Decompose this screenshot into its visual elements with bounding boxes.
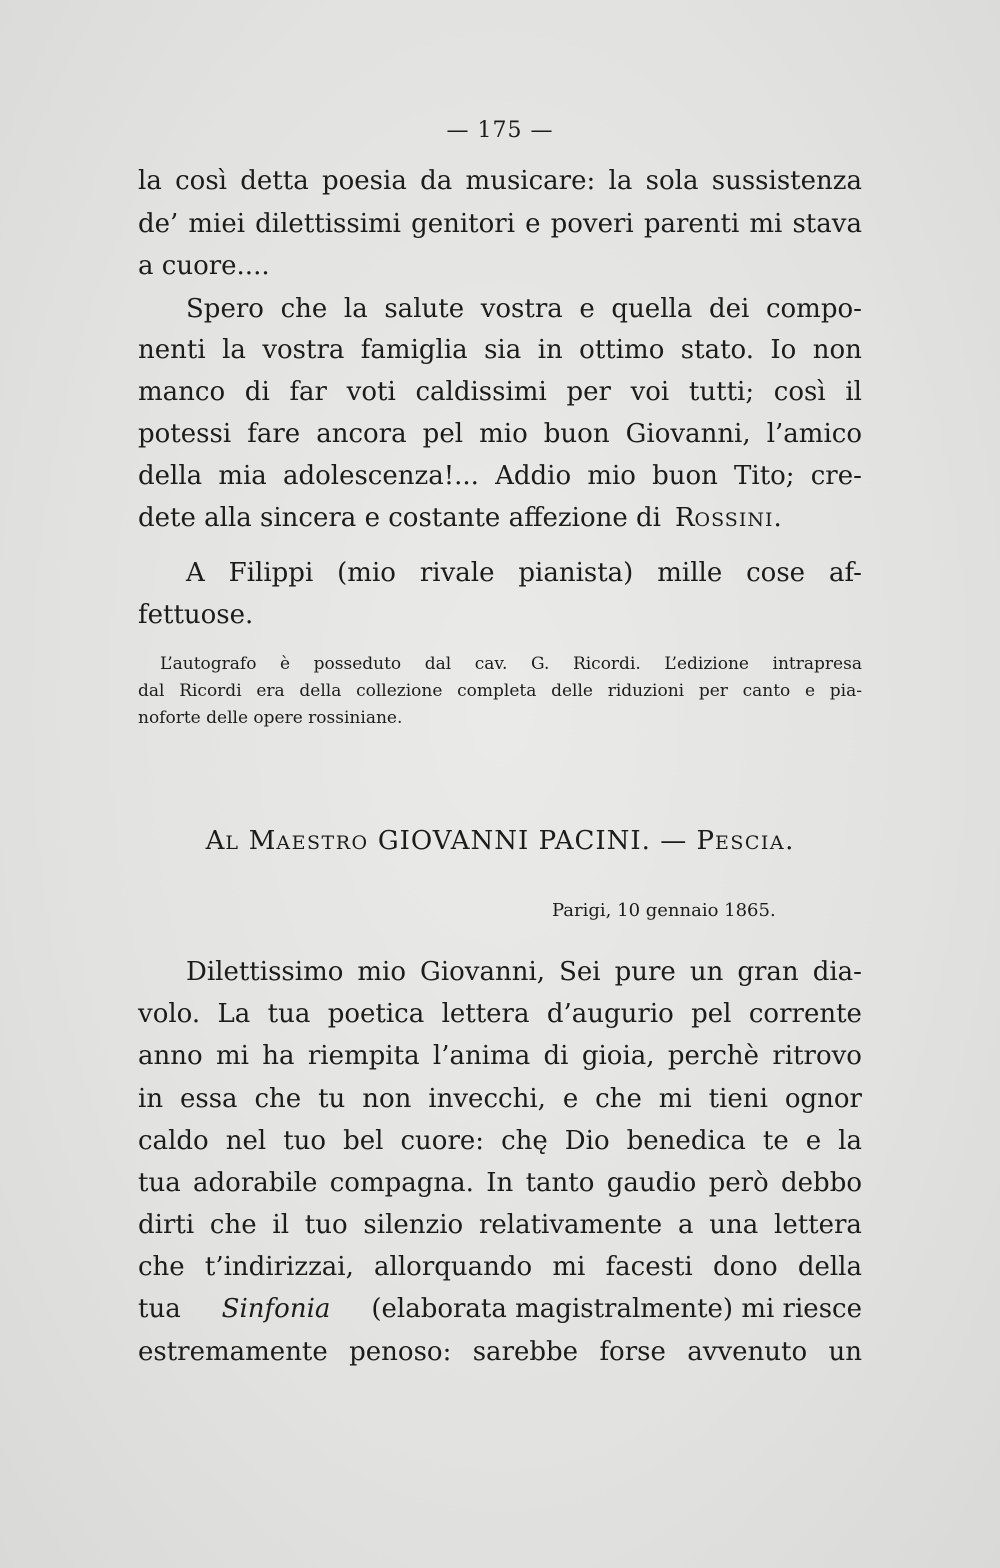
word: dal — [138, 681, 165, 701]
word: G. — [530, 654, 550, 674]
word: mi — [658, 1084, 692, 1114]
signature — [675, 503, 782, 535]
word: cav. — [474, 654, 508, 674]
word: della — [138, 461, 203, 491]
text-line — [138, 1294, 862, 1324]
word: Addio — [495, 461, 572, 491]
word: forse — [599, 1337, 666, 1367]
word: Filippi — [228, 558, 314, 588]
word: pia- — [829, 681, 862, 701]
word: l’anima — [432, 1041, 531, 1071]
word: penoso: — [349, 1337, 452, 1367]
word: debbo — [781, 1168, 862, 1198]
word: tutti; — [688, 377, 755, 407]
text-line — [138, 335, 862, 365]
word: La — [217, 999, 251, 1029]
word: la — [222, 335, 246, 365]
word: relativamente — [478, 1210, 663, 1240]
word: corrente — [748, 999, 862, 1029]
text-line — [138, 1084, 862, 1114]
word: vostra — [480, 294, 563, 324]
heading-end: . — [785, 826, 795, 856]
heading-smallcaps: ESCIA — [714, 832, 786, 854]
line-text: (elaborata magistralmente) mi riesce — [371, 1294, 862, 1324]
word: Tito; — [734, 461, 795, 491]
word: per — [698, 681, 728, 701]
word: l’amico — [766, 419, 862, 449]
word: poetica — [327, 999, 425, 1029]
heading-smallcaps: L — [225, 832, 240, 854]
heading-initial: P — [696, 826, 715, 856]
word: tu — [318, 1084, 346, 1114]
word: Giovanni, — [625, 419, 751, 449]
word: ritrovo — [772, 1041, 862, 1071]
word: d’augurio — [546, 999, 674, 1029]
word: e — [525, 209, 541, 239]
word: A — [186, 558, 205, 588]
word: dono — [712, 1252, 778, 1282]
word: e — [579, 294, 595, 324]
word: Ricordi. — [572, 654, 641, 674]
word: dei — [708, 294, 750, 324]
word: Ricordi — [179, 681, 242, 701]
word: riempita — [307, 1041, 420, 1071]
text-line — [138, 166, 862, 196]
word: pianista) — [518, 558, 634, 588]
word: e — [562, 1084, 579, 1114]
heading-name: GIOVANNI PACINI. — [377, 826, 651, 856]
word: de’ — [138, 209, 179, 239]
word: Io — [770, 335, 797, 365]
word: mio — [357, 957, 407, 987]
word: pure — [614, 957, 676, 987]
word: mi — [552, 1252, 586, 1282]
footnote-line — [160, 652, 862, 676]
word: dal — [424, 654, 452, 674]
word: nenti — [138, 335, 206, 365]
word: silenzio — [363, 1210, 464, 1240]
word: chę — [501, 1126, 548, 1156]
word: mi — [215, 1041, 249, 1071]
word: tieni — [708, 1084, 768, 1114]
word: tuo — [283, 1126, 327, 1156]
footnote-line — [138, 679, 862, 703]
word: cose — [746, 558, 806, 588]
word: mille — [657, 558, 723, 588]
word: ancora — [316, 419, 407, 449]
word: salute — [384, 294, 465, 324]
word: una — [709, 1210, 759, 1240]
word: compagna. — [329, 1168, 474, 1198]
word: genitori — [411, 209, 516, 239]
word: pel — [691, 999, 732, 1029]
signature-end: . — [773, 503, 782, 533]
footnote-line — [138, 706, 862, 730]
word: te — [762, 1126, 789, 1156]
word: mio — [587, 461, 636, 491]
dateline: Parigi, 10 gennaio 1865. — [552, 900, 776, 921]
word: era — [256, 681, 285, 701]
word: tuo — [304, 1210, 348, 1240]
word: Giovanni, — [420, 957, 546, 987]
word: che — [254, 1084, 302, 1114]
word: il — [845, 377, 862, 407]
word: detta — [240, 166, 309, 196]
word: che — [209, 1210, 257, 1240]
word: vostra — [262, 335, 345, 365]
word: (mio — [337, 558, 396, 588]
word: la — [838, 1126, 862, 1156]
word: potessi — [138, 419, 232, 449]
word: pel — [422, 419, 464, 449]
heading-dash: — — [660, 826, 688, 856]
word: voti — [346, 377, 396, 407]
word: parenti — [643, 209, 740, 239]
word: tua — [267, 999, 311, 1029]
word: da — [420, 166, 453, 196]
word: in — [138, 1084, 164, 1114]
word: cuore: — [400, 1126, 485, 1156]
text-line — [138, 1126, 862, 1156]
text-line — [138, 419, 862, 449]
word: dia- — [812, 957, 862, 987]
word: sarebbe — [472, 1337, 579, 1367]
text-line — [138, 600, 862, 630]
word: posseduto — [313, 654, 402, 674]
heading-smallcaps: AESTRO — [276, 832, 369, 854]
word: tua — [138, 1168, 181, 1198]
word: della — [299, 681, 342, 701]
word: bel — [343, 1126, 384, 1156]
text-line — [138, 251, 862, 281]
word: e — [805, 681, 816, 701]
word: in — [537, 335, 563, 365]
word: anno — [138, 1041, 203, 1071]
line-text: tua — [138, 1294, 181, 1324]
word: nel — [225, 1126, 267, 1156]
word: sussistenza — [711, 166, 862, 196]
word: sola — [645, 166, 699, 196]
word: adorabile — [193, 1168, 318, 1198]
signature-line — [138, 503, 862, 535]
word: famiglia — [360, 335, 468, 365]
word: stava — [792, 209, 862, 239]
text-line — [186, 957, 862, 987]
word: gran — [737, 957, 799, 987]
word: rivale — [419, 558, 495, 588]
word: la — [608, 166, 633, 196]
text-line — [186, 294, 862, 324]
signature-rest: OSSINI — [694, 509, 774, 531]
text-line — [138, 1168, 862, 1198]
word: mi — [749, 209, 783, 239]
text-line — [138, 209, 862, 239]
line-text: fettuose. — [138, 600, 254, 630]
word: t’indirizzai, — [204, 1252, 354, 1282]
word: musicare: — [465, 166, 596, 196]
word: e — [805, 1126, 822, 1156]
word: un — [828, 1337, 862, 1367]
word: af- — [828, 558, 862, 588]
line-text: a cuore.... — [138, 251, 270, 281]
word: far — [289, 377, 327, 407]
word: essa — [179, 1084, 238, 1114]
word: che — [280, 294, 328, 324]
word: delle — [551, 681, 593, 701]
word: perchè — [667, 1041, 760, 1071]
word: lettera — [441, 999, 530, 1029]
page-number: — 175 — — [446, 118, 554, 143]
word: poveri — [550, 209, 634, 239]
signature-initial: R — [674, 503, 695, 533]
text-line — [186, 558, 862, 588]
word: non — [812, 335, 862, 365]
heading-initial: M — [248, 826, 277, 856]
word: buon — [652, 461, 718, 491]
word: quella — [611, 294, 693, 324]
word: dilettissimi — [255, 209, 401, 239]
word: cre- — [810, 461, 862, 491]
word: L’autografo — [160, 654, 257, 674]
text-line — [138, 999, 862, 1029]
word: che — [595, 1084, 642, 1114]
word: che — [138, 1252, 185, 1282]
word: volo. — [138, 999, 201, 1029]
word: riduzioni — [607, 681, 685, 701]
word: stato. — [680, 335, 754, 365]
word: benedica — [626, 1126, 746, 1156]
word: dirti — [138, 1210, 195, 1240]
word: voi — [630, 377, 670, 407]
text-line — [138, 1210, 862, 1240]
word: a — [677, 1210, 694, 1240]
text-line — [138, 1337, 862, 1367]
word: per — [566, 377, 611, 407]
word: manco — [138, 377, 226, 407]
word: è — [280, 654, 291, 674]
word: allorquando — [374, 1252, 533, 1282]
word: sia — [484, 335, 522, 365]
word: fare — [247, 419, 301, 449]
word: così — [773, 377, 826, 407]
word: poesia — [321, 166, 407, 196]
word: mia — [218, 461, 267, 491]
word: però — [708, 1168, 769, 1198]
word: così — [175, 166, 227, 196]
word: estremamente — [138, 1337, 328, 1367]
word: caldo — [138, 1126, 209, 1156]
word: Sei — [559, 957, 601, 987]
word: ognor — [784, 1084, 862, 1114]
word: un — [689, 957, 724, 987]
line-text: dete alla sincera e costante affezione di — [138, 503, 661, 533]
word: il — [272, 1210, 290, 1240]
word: intrapresa — [772, 654, 862, 674]
word: buon — [543, 419, 610, 449]
word: caldissimi — [415, 377, 547, 407]
word: avvenuto — [687, 1337, 808, 1367]
word: della — [797, 1252, 862, 1282]
word: lettera — [774, 1210, 862, 1240]
word: adolescenza!... — [282, 461, 479, 491]
word: la — [138, 166, 162, 196]
word: In — [486, 1168, 514, 1198]
word: canto — [742, 681, 791, 701]
word: ottimo — [579, 335, 665, 365]
word: di — [543, 1041, 569, 1071]
letter-heading — [0, 826, 1000, 856]
word: compo- — [765, 294, 862, 324]
text-line — [138, 461, 862, 491]
word: miei — [188, 209, 246, 239]
word: gioia, — [581, 1041, 655, 1071]
heading-initial: A — [205, 826, 226, 856]
word: Dio — [564, 1126, 610, 1156]
word: completa — [457, 681, 537, 701]
word: Dilettissimo — [186, 957, 344, 987]
word: Spero — [186, 294, 264, 324]
text-line — [138, 1252, 862, 1282]
word: gaudio — [606, 1168, 697, 1198]
word: facesti — [605, 1252, 693, 1282]
word: L’edizione — [664, 654, 749, 674]
footnote-text: noforte delle opere rossiniane. — [138, 708, 403, 728]
text-line — [138, 377, 862, 407]
word: la — [343, 294, 368, 324]
word: ha — [262, 1041, 295, 1071]
word: tanto — [525, 1168, 595, 1198]
text-line — [138, 1041, 862, 1071]
word: collezione — [356, 681, 443, 701]
word: invecchi, — [428, 1084, 546, 1114]
word: mio — [479, 419, 528, 449]
word: di — [244, 377, 270, 407]
word: non — [362, 1084, 412, 1114]
italic-title: Sinfonia — [221, 1294, 331, 1324]
